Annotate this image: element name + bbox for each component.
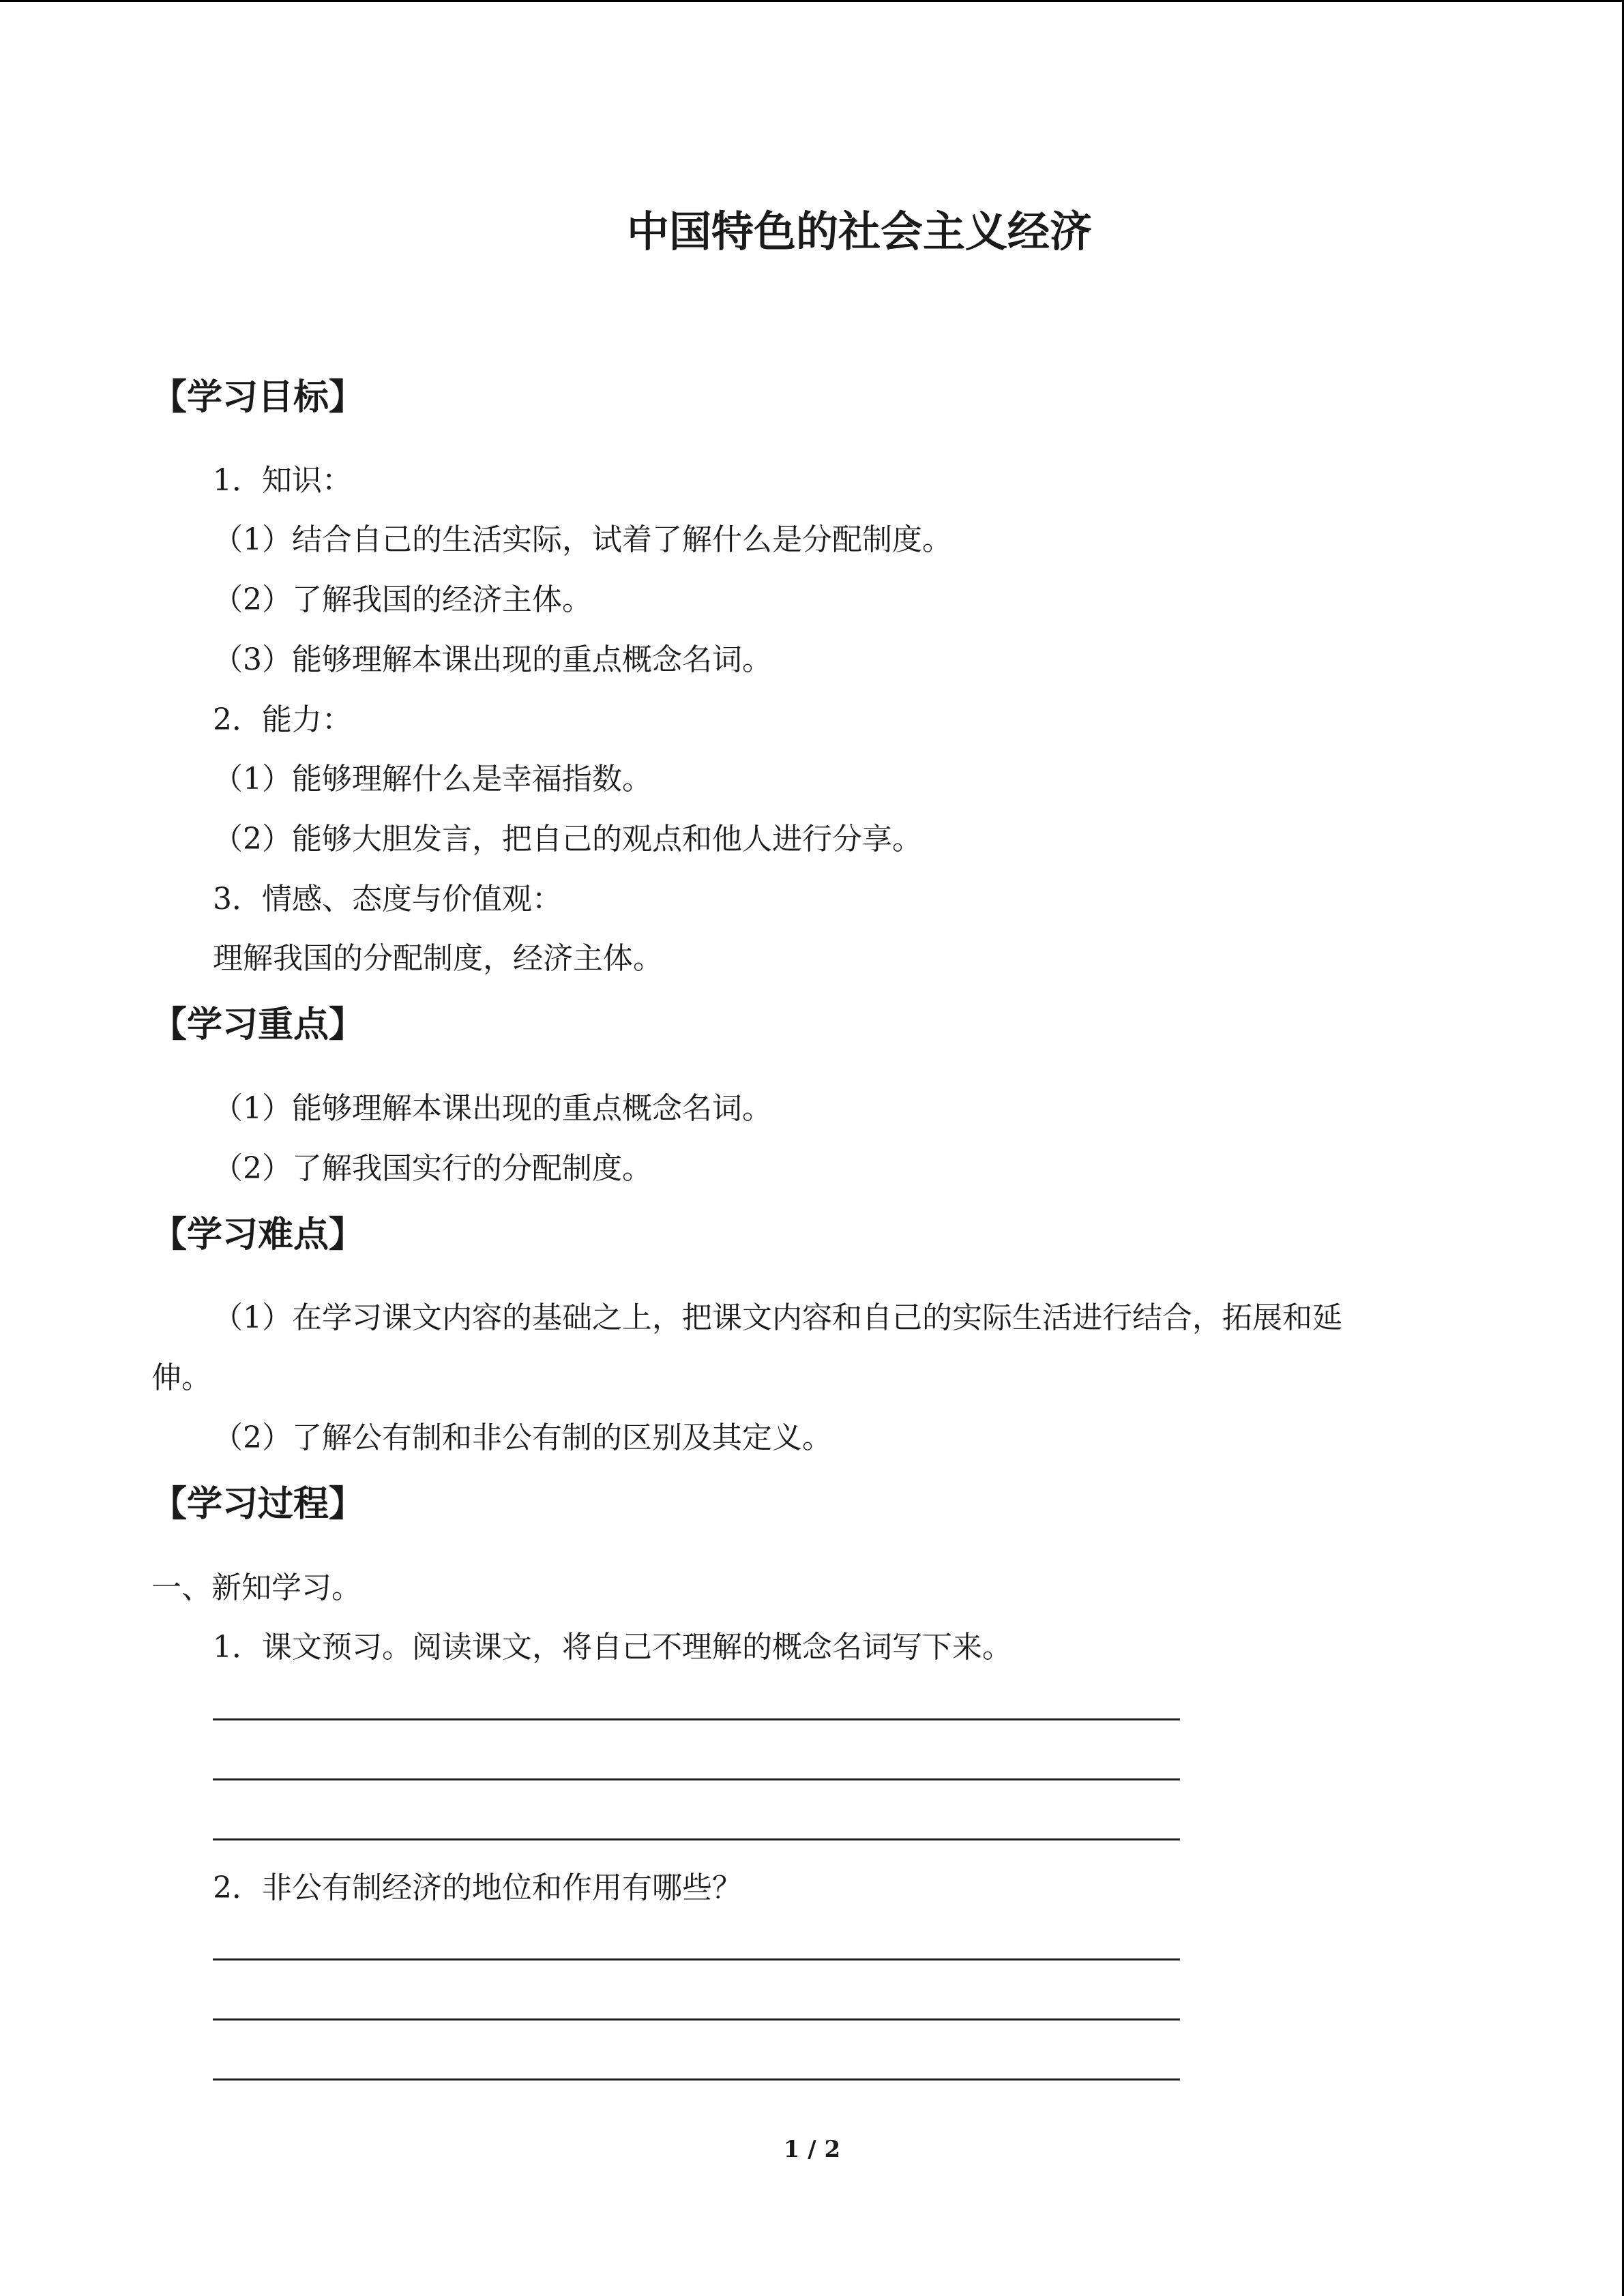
- difficulties-line: （1）在学习课文内容的基础之上，把课文内容和自己的实际生活进行结合，拓展和延: [213, 1300, 1342, 1335]
- answer-line: [213, 1718, 1180, 1720]
- goals-line: 2．能力：: [213, 702, 352, 737]
- goals-line: （1）能够理解什么是幸福指数。: [213, 762, 652, 796]
- answer-line: [213, 1778, 1180, 1780]
- section-heading-goals: 【学习目标】: [151, 376, 365, 418]
- difficulties-line: 伸。: [151, 1360, 211, 1395]
- answer-line: [213, 2078, 1180, 2081]
- page-number: 1 / 2: [783, 2136, 841, 2163]
- page-top-border: [0, 0, 1624, 2]
- key-points-line: （1）能够理解本课出现的重点概念名词。: [213, 1091, 772, 1126]
- goals-line: 1．知识：: [213, 463, 352, 498]
- goals-line: 理解我国的分配制度，经济主体。: [213, 941, 663, 976]
- process-line: 2．非公有制经济的地位和作用有哪些？: [213, 1870, 742, 1905]
- section-heading-process: 【学习过程】: [151, 1483, 365, 1525]
- answer-line: [213, 1958, 1180, 1960]
- answer-line: [213, 2018, 1180, 2021]
- process-line: 一、新知学习。: [151, 1570, 361, 1605]
- difficulties-line: （2）了解公有制和非公有制的区别及其定义。: [213, 1420, 832, 1455]
- goals-line: （1）结合自己的生活实际，试着了解什么是分配制度。: [213, 522, 952, 557]
- goals-line: （2）了解我国的经济主体。: [213, 582, 592, 617]
- document-title: 中国特色的社会主义经济: [626, 207, 1092, 256]
- section-heading-key-points: 【学习重点】: [151, 1004, 365, 1045]
- section-heading-difficulties: 【学习难点】: [151, 1214, 365, 1255]
- goals-line: 3．情感、态度与价值观：: [213, 882, 562, 916]
- goals-line: （3）能够理解本课出现的重点概念名词。: [213, 642, 772, 677]
- process-line: 1．课文预习。阅读课文，将自己不理解的概念名词写下来。: [213, 1630, 1012, 1665]
- answer-line: [213, 1838, 1180, 1840]
- goals-line: （2）能够大胆发言，把自己的观点和他人进行分享。: [213, 822, 922, 856]
- key-points-line: （2）了解我国实行的分配制度。: [213, 1151, 652, 1186]
